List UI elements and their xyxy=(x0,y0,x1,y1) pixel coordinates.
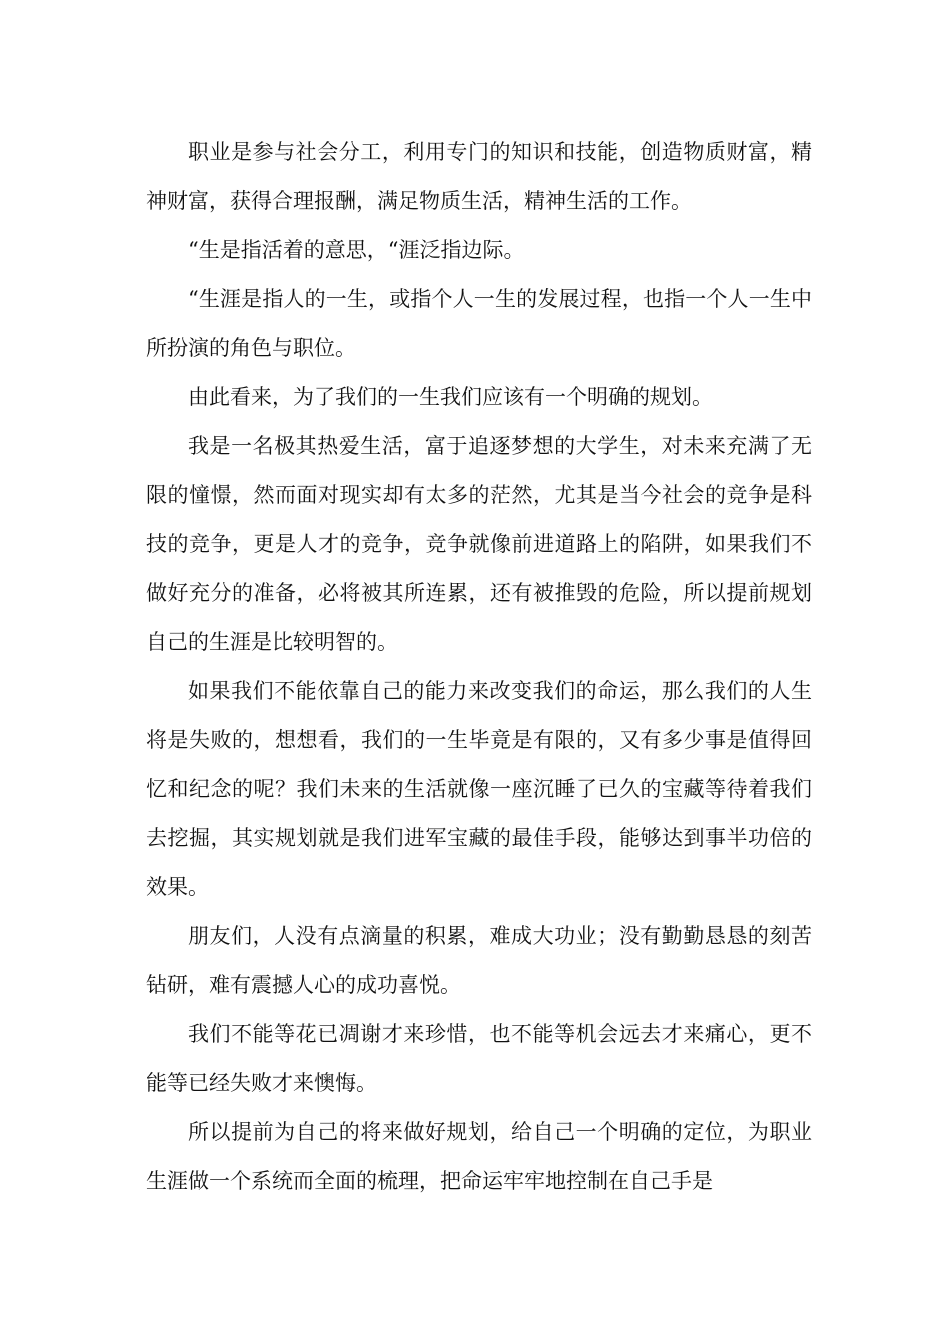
document-body xyxy=(146,128,812,1206)
paragraph: “生是指活着的意思，“涯泛指边际。 xyxy=(188,238,525,262)
paragraph: “生涯是指人的一生，或指个人一生的发展过程，也指一个人一生中所扮演的角色与职位。 xyxy=(146,287,812,360)
paragraph: 由此看来，为了我们的一生我们应该有一个明确的规划。 xyxy=(188,385,713,409)
paragraph: 所以提前为自己的将来做好规划，给自己一个明确的定位，为职业生涯做一个系统而全面的梳理，把命运牢牢地控制在自己手是 xyxy=(146,1120,812,1193)
paragraph: 朋友们，人没有点滴量的积累，难成大功业；没有勤勤恳恳的刻苦钻研，难有震撼人心的成功喜悦。 xyxy=(146,924,812,997)
paragraph: 我们不能等花已凋谢才来珍惜，也不能等机会远去才来痛心，更不能等已经失败才来懊悔。 xyxy=(146,1022,812,1095)
paragraph: 如果我们不能依靠自己的能力来改变我们的命运，那么我们的人生将是失败的，想想看，我们的一生毕竟是有限的，又有多少事是值得回忆和纪念的呢？我们未来的生活就像一座沉睡了已久的宝藏等待着我们去挖掘，其实规划就是我们进军宝藏的最佳手段，能够达到事半功倍的效果。 xyxy=(146,679,812,899)
paragraph: 职业是参与社会分工，利用专门的知识和技能，创造物质财富，精神财富，获得合理报酬，满足物质生活，精神生活的工作。 xyxy=(146,140,812,213)
paragraph: 我是一名极其热爱生活，富于追逐梦想的大学生，对未来充满了无限的憧憬，然而面对现实却有太多的茫然，尤其是当今社会的竞争是科技的竞争，更是人才的竞争，竞争就像前进道路上的陷阱，如果我们不做好充分的准备，必将被其所连累，还有被推毁的危险，所以提前规划自己的生涯是比较明智的。 xyxy=(146,434,812,654)
